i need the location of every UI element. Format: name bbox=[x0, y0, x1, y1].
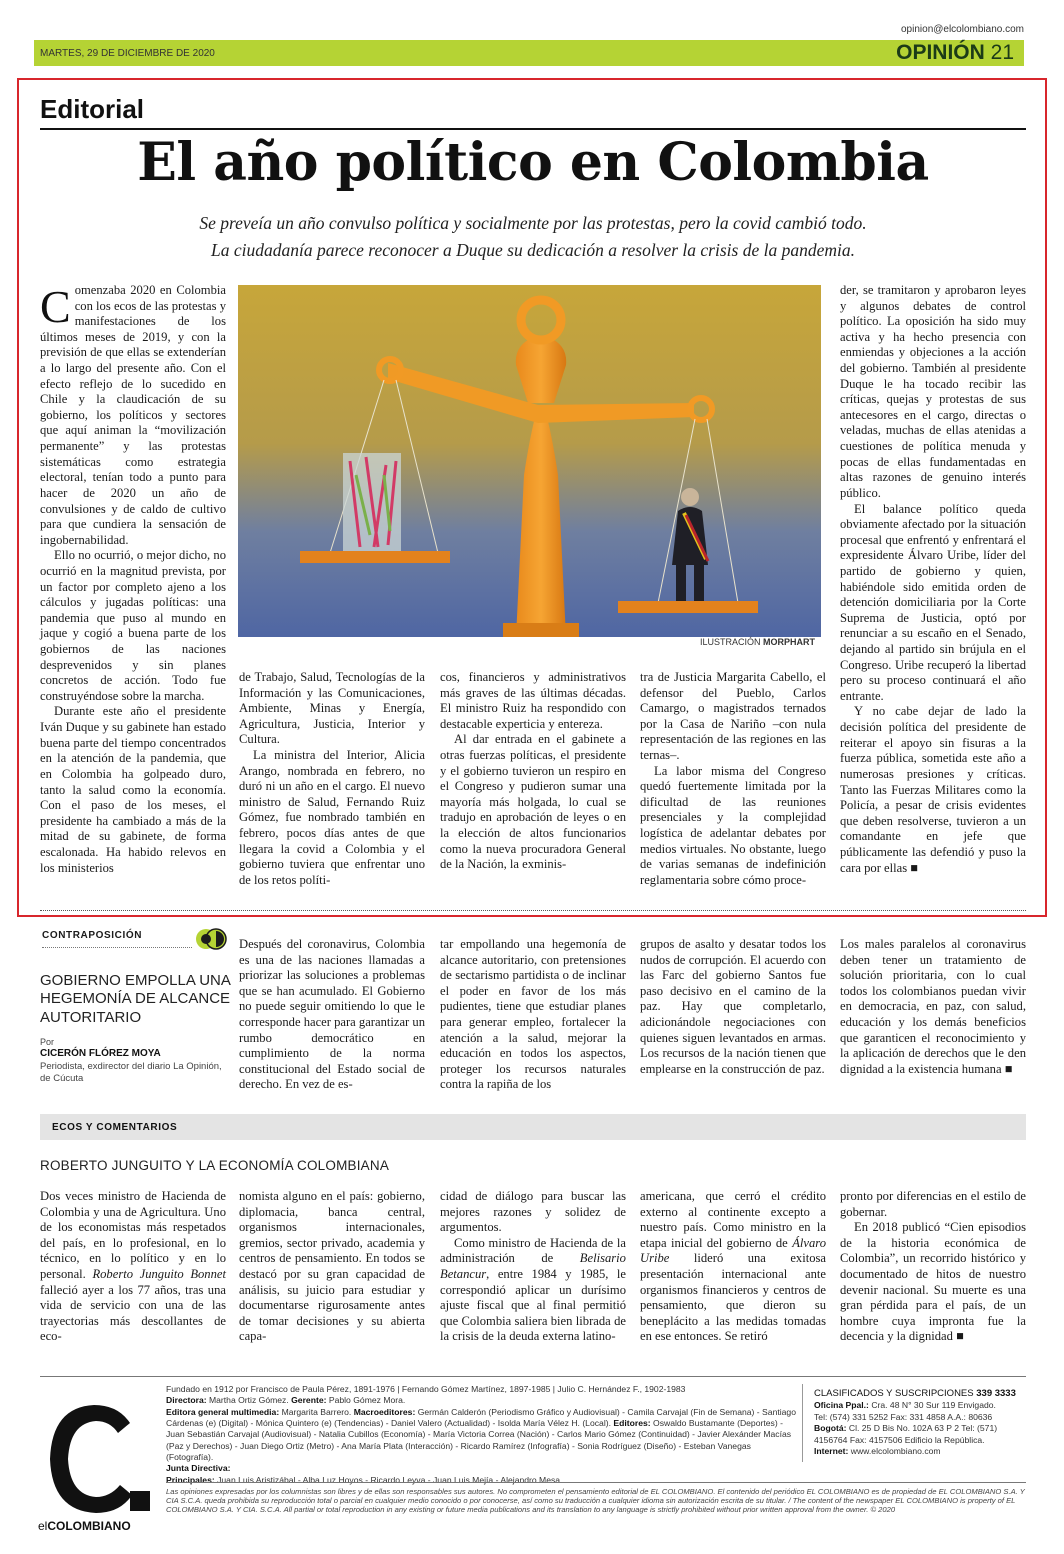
ecos-bar bbox=[40, 1114, 1026, 1140]
legal-disclaimer: Las opiniones expresadas por los columnistas son libres y de ellas son responsables sus autores. No comprometen el pensamiento editorial de EL COLOMBIANO. El contenido del periódico EL COLOMBIANO es de propiedad de EL COLOMBIANO S.A. Y CIA S.C.A. queda prohibida su reproducción total o parcial en cualquier medio conocido o por conocerse, así como su traducción a cualquier idioma sin autorización escrita de su titular. / The content of the newspaper EL COLOMBIANO is property of EL COLOMBIANO S.A. Y CIA. S.C.A. All partial or total reproduction in any existing or future media publications and its translation to any language is strictly prohibited without prior written approval from the owner. © 2020 bbox=[166, 1487, 1025, 1515]
section-bar bbox=[34, 40, 1024, 66]
board-line bbox=[166, 1463, 796, 1474]
contraposicion-column-2 bbox=[440, 937, 626, 1093]
paragraph: tra de Justicia Margarita Cabello, el defensor del Pueblo, Carlos Camargo, o magistrados ternados por la Casa de Nariño –con nula representación de las regiones en las ternas–. bbox=[640, 670, 826, 763]
paragraph: En 2018 publicó “Cien episodios de la historia económica de Colombia”, un recorrido histórico y documentado de hitos de nuestro devenir nacional. Su muerte es una gran pérdida para el país, de un hombre cuya impronta fue la decencia y la dignidad ■ bbox=[840, 1220, 1026, 1344]
text-run: americana, que cerró el crédito externo al continente excepto a nuestro país. Como ministro en la etapa inicial del gobierno de bbox=[640, 1189, 826, 1250]
classifieds-title-line bbox=[814, 1388, 1026, 1399]
paragraph: nomista alguno en el país: gobierno, diplomacia, banca central, organismos internacionales, gremios, sector privado, academia y centros de pensamiento. En todos se destacó por su gran capacidad de análisis, su juicio para estudiar y documentarse rigurosamente antes de tomar decisiones y su abierta capa- bbox=[239, 1189, 425, 1344]
masthead bbox=[166, 1384, 796, 1486]
ecos-column-5 bbox=[840, 1189, 1026, 1345]
value: Oswaldo Bustamante (Deportes) - Juan Sebastián Carvajal (Audiovisual) - Natalia Cubillos (Economía) - María Victoria Correa (Nación) - Carlos Mario Gómez (Continuidad) - Javier Alexánder Macías (Paz y Derechos) - Juan Diego Ortiz (Metro) - Ana María Plata (Interacción) - Ricardo Ramírez (Infografía) - Sonia Rodríguez (Diseño) - Esteban Vanegas (Fotografía). bbox=[166, 1418, 792, 1463]
logo-c-mark bbox=[38, 1395, 158, 1523]
paragraph: La ministra del Interior, Alicia Arango, nombrada en febrero, no duró ni un año en el cargo. El nuevo ministro de Salud, Fernando Ruiz Gómez, fue nombrado también en febrero, pocos días antes de que llegara la covid a Colombia y el gobierno tuviera que enfrentar uno de los retos políti- bbox=[239, 748, 425, 887]
value: Germán Calderón (Periodismo Gráfico y Audiovisual) - Camila Carvajal (Fin de Semana) - Santiago Cárdenas (e) (Digital) - Mónica Quintero (e) (Tendencias) - Daniel Valero (Actualidad) - Isolda María Vélez H. (Local). bbox=[166, 1406, 796, 1429]
direction-line bbox=[166, 1395, 796, 1406]
paragraph: cidad de diálogo para buscar las mejores razones y solidez de argumentos. bbox=[440, 1189, 626, 1235]
deck-line-1: Se preveía un año convulso política y socialmente por las protestas, pero la covid cambió todo. bbox=[199, 213, 867, 233]
editorial-column-1 bbox=[40, 283, 226, 876]
logo-word-b: COLOMBIANO bbox=[47, 1519, 131, 1533]
contrast-icon-svg bbox=[195, 928, 227, 950]
value: Pablo Gómez Mora. bbox=[328, 1395, 406, 1406]
drop-cap: C bbox=[40, 281, 71, 332]
editorial-column-4 bbox=[640, 670, 826, 889]
label: Gerente: bbox=[291, 1395, 327, 1406]
paragraph bbox=[40, 1189, 226, 1345]
person-name: Álvaro Uribe bbox=[640, 1235, 826, 1266]
paragraph: Y no cabe dejar de lado la decisión política del presidente de reiterar el apoyo sin fisuras a la fuerza pública, sometida este año a numerosas presiones y críticas. Tanto las Fuerzas Militares como la Policía, a pesar de crisis evidentes que deben resolverse, tuvieron a un comandante en jefe que públicamente las defendió y puso la cara por ellas ■ bbox=[840, 704, 1026, 875]
deck bbox=[40, 210, 1026, 264]
text-run: lideró una exitosa presentación internacional ante organismos financieros y centros de pensamiento, que dieron su beneplácito a las medidas tomadas en ese entonces. Se retiró bbox=[640, 1251, 827, 1344]
scale-illustration-svg bbox=[238, 285, 821, 637]
byline-prefix: Por bbox=[40, 1037, 55, 1047]
label: Bogotá: bbox=[814, 1423, 847, 1434]
contraposicion-title: GOBIERNO EMPOLLA UNA HEGEMONÍA DE ALCANCE AUTORITARIO bbox=[40, 972, 231, 1026]
founded-line: Fundado en 1912 por Francisco de Paula Pérez, 1891-1976 | Fernando Gómez Martínez, 1897-1985 | Julio C. Hernández F., 1902-1983 bbox=[166, 1384, 686, 1394]
label: Editora general multimedia: bbox=[166, 1406, 280, 1417]
ecos-title: ROBERTO JUNGUITO Y LA ECONOMÍA COLOMBIANA bbox=[40, 1158, 390, 1173]
person-name: Roberto Junguito Bonnet bbox=[92, 1267, 226, 1282]
paragraph: der, se tramitaron y aprobaron leyes y algunos debates de control político. La oposición ha sido muy activa y ha hecho presencia con enmiendas y objeciones a la acción del gobierno. También al presidente Duque le ha tocado recibir las críticas, quejas y protestas de sus antecesores en el cargo, directas o veladas, muchas de ellas atenidas a cuestiones de política menuda y pocas de ellas fundamentadas en altas razones de genuino interés público. bbox=[840, 283, 1026, 500]
paragraph bbox=[40, 283, 226, 548]
editorial-column-3 bbox=[440, 670, 626, 873]
contrast-icon bbox=[195, 928, 227, 950]
paragraph: de Trabajo, Salud, Tecnologías de la Información y las Comunicaciones, Ambiente, Minas y Energía, Agricultura, Justicia, Interior y Cultura. bbox=[239, 670, 425, 747]
paragraph-text: omenzaba 2020 en Colombia con los ecos de las protestas y manifestaciones de los últimos meses de 2019, y con la previsión de que ellas se extenderían a lo largo del presente año. Con el efecto reflejo de lo sucedido en Chile y la claudicación de su gobierno, los políticos y sectores que aquí animan la “movilización permanente” y las protestas sistemáticas como estrategia electoral, tenían todo a punto para hacer de 2020 un año de convulsiones y de caldo de cultivo para que cundiera la sensación de ingobernabilidad. bbox=[40, 283, 226, 547]
paragraph bbox=[440, 1236, 626, 1345]
contraposicion-tag: CONTRAPOSICIÓN bbox=[42, 930, 143, 941]
office-tel: Tel: (574) 331 5252 Fax: 331 4858 A.A.: 80636 bbox=[814, 1411, 993, 1422]
internet-line bbox=[814, 1446, 1026, 1458]
text-run: Dos veces ministro de Hacienda de Colombia y una de Agricultura. Uno de los economistas más respetados del país, en lo profesional, en lo técnico, en lo político y en lo personal. bbox=[40, 1189, 226, 1282]
ecos-column-3 bbox=[440, 1189, 626, 1345]
section-label: OPINIÓN bbox=[896, 41, 985, 64]
paragraph: Al dar entrada en el gabinete a otras fuerzas políticas, el presidente y el gobierno tuvieron un respiro en el Congreso y pudieron sumar una mayoría más holgada, lo cual se tradujo en aprobación de leyes o en la elección de altos funcionarios como la nueva procuradora General de la Nación, la exminis- bbox=[440, 732, 626, 872]
scale-illustration bbox=[238, 285, 821, 637]
label: Directora: bbox=[166, 1395, 207, 1406]
principals-line bbox=[166, 1475, 796, 1486]
label: Junta Directiva: bbox=[166, 1463, 231, 1474]
issue-date: MARTES, 29 DE DICIEMBRE DE 2020 bbox=[40, 48, 215, 59]
ecos-label: ECOS Y COMENTARIOS bbox=[52, 1122, 178, 1133]
editorial-rule bbox=[40, 128, 1026, 130]
value: Martha Ortiz Gómez. bbox=[208, 1395, 289, 1406]
paragraph: Después del coronavirus, Colombia es una de las naciones llamadas a priorizar las soluciones a problemas que se han acumulado. El Gobierno no puede seguir omitiendo lo que le corresponde hacer para garantizar un rumbo democrático en cumplimiento de la norma constitucional del Estado social de derecho. En vez de es- bbox=[239, 937, 425, 1092]
paragraph: La labor misma del Congreso quedó fuertemente limitada por la dificultad de las reuniones presenciales y la complejidad logística de adelantar debates por medios virtuales. No obstante, luego de varias semanas de indefinición reglamentaria sobre cómo proce- bbox=[640, 763, 826, 887]
footer-disclaimer-rule bbox=[166, 1482, 1026, 1483]
editorial-column-5 bbox=[840, 283, 1026, 876]
page-number: 21 bbox=[990, 41, 1014, 64]
value: Cra. 48 N° 30 Sur 119 Envigado. bbox=[871, 1400, 996, 1410]
bogota-line bbox=[814, 1423, 1026, 1446]
label: Principales: bbox=[166, 1474, 215, 1485]
paragraph: Durante este año el presidente Iván Duque y su gabinete han estado buena parte del tiempo concentrados en la atención de la pandemia, que en Colombia ha golpeado duro, tanto la salud como la economía. Con el paso de los meses, el presidente ha cambiado a más de la mitad de su gabinete, de forma escalonada. Ha habido relevos en los ministerios bbox=[40, 704, 226, 875]
author-name: CICERÓN FLÓREZ MOYA bbox=[40, 1048, 161, 1059]
label: Macroeditores: bbox=[353, 1406, 416, 1417]
classifieds-phone: 339 3333 bbox=[976, 1388, 1016, 1399]
credit-name: MORPHART bbox=[763, 637, 816, 647]
logo-word-a: el bbox=[38, 1519, 48, 1533]
paragraph: pronto por diferencias en el estilo de gobernar. bbox=[840, 1189, 1026, 1219]
contraposicion-column-4 bbox=[840, 937, 1026, 1077]
elcolombiano-logo bbox=[38, 1395, 158, 1523]
footer-top-rule bbox=[40, 1376, 1026, 1377]
value: Cl. 25 D Bis No. 102A 63 P 2 Tel: (571) 4156764 Fax: 4157506 Edificio la República. bbox=[814, 1423, 998, 1445]
value: Margarita Barrero. bbox=[281, 1406, 352, 1417]
ecos-column-4 bbox=[640, 1189, 826, 1345]
paragraph: Ello no ocurrió, o mejor dicho, no ocurrió en la magnitud prevista, por un factor por completo ajeno a los cálculos y jugadas políticas: una pandemia que puso al mundo en jaque y cogió a buena parte de los gobiernos de las naciones desprevenidos y sin planes concretos de acción. Todo fue construyéndose sobre la marcha. bbox=[40, 548, 226, 703]
value: www.elcolombiano.com bbox=[850, 1446, 941, 1457]
label: Editores: bbox=[613, 1418, 651, 1429]
headline: El año político en Colombia bbox=[137, 132, 929, 193]
section-name bbox=[896, 41, 1014, 65]
paragraph: Los males paralelos al coronavirus deben tener un tratamiento de solución prioritaria, con lo cual todos los colombianos puedan vivir en democracia, en paz, con salud, educación y los demás beneficios que garanticen el reconocimiento y la aplicación de derechos que le den dignidad a la existencia humana ■ bbox=[840, 937, 1026, 1076]
header-email: opinion@elcolombiano.com bbox=[901, 24, 1024, 35]
editorial-bottom-rule bbox=[40, 910, 1026, 911]
paragraph: El balance político queda obviamente afectado por la situación procesal que enfrentó y enfrentará el expresidente Álvaro Uribe, líder del partido de gobierno y quien, habiéndole sido emitida orden de detención domiciliaria por la Corte Suprema de Justicia, optó por renunciar a su escaño en el Senado, dejando al partido sin brújula en el Congreso. Uribe recuperó la libertad pero su proceso continuará el año entrante. bbox=[840, 501, 1026, 703]
editors-line bbox=[166, 1407, 796, 1464]
ecos-column-2 bbox=[239, 1189, 425, 1345]
footer-divider bbox=[802, 1384, 803, 1462]
office-line bbox=[814, 1400, 1026, 1412]
paragraph: grupos de asalto y desatar todos los nudos de corrupción. El acuerdo con las Farc del gobierno Santos fue paso decisivo en el camino de la paz. Hay que completarlo, adicionándole negociaciones con quienes siguen levantados en armas. Los recursos de la nación tienen que emplearse en la construcción de paz. bbox=[640, 937, 826, 1076]
label: Internet: bbox=[814, 1446, 849, 1457]
deck-line-2: La ciudadanía parece reconocer a Duque su dedicación a resolver la crisis de la pandemia. bbox=[211, 240, 855, 261]
classifieds-title: CLASIFICADOS Y SUSCRIPCIONES bbox=[814, 1388, 974, 1399]
text-run: falleció ayer a los 77 años, tras una vida de servicio con una de las trayectorias más descollantes de eco- bbox=[40, 1282, 226, 1344]
editorial-label: Editorial bbox=[40, 94, 145, 124]
text-run: , entre 1984 y 1985, le correspondió aplicar un durísimo ajuste fiscal que al final permitió que Colombia saliera bien librada de la crisis de la deuda externa latino- bbox=[440, 1267, 626, 1344]
author-role: Periodista, exdirector del diario La Opinión, de Cúcuta bbox=[40, 1061, 222, 1084]
contraposicion-rule bbox=[42, 947, 192, 948]
paragraph: tar empollando una hegemonía de alcance autoritario, con pretensiones de sectarismo partidista o de inclinar el poder en favor de los más pudientes, tiene que estudiar planes para generar empleo, fortalecer la atención a la salud, mejorar la educación en todos los aspectos, proteger los recursos naturales contra la rapiña de los bbox=[440, 937, 626, 1092]
classifieds-box bbox=[814, 1388, 1026, 1458]
credit-prefix: ILUSTRACIÓN bbox=[700, 637, 761, 647]
logo-wordmark bbox=[38, 1519, 131, 1533]
illustration-credit bbox=[700, 637, 815, 647]
paragraph bbox=[640, 1189, 826, 1345]
contraposicion-column-3 bbox=[640, 937, 826, 1077]
ecos-column-1 bbox=[40, 1189, 226, 1345]
value: Juan Luis Aristizábal - Alba Luz Hoyos - Ricardo Leyva - Juan Luis Mejía - Alejandro Mesa. bbox=[217, 1474, 563, 1485]
editorial-column-2 bbox=[239, 670, 425, 889]
label: Oficina Ppal.: bbox=[814, 1400, 869, 1410]
contraposicion-column-1 bbox=[239, 937, 425, 1093]
paragraph: cos, financieros y administrativos más graves de las últimas décadas. El ministro Ruiz ha respondido con destacable experticia y entereza. bbox=[440, 670, 626, 731]
person-name: Belisario Betancur bbox=[440, 1251, 626, 1282]
text-run: Como ministro de Hacienda de la administración de bbox=[440, 1235, 626, 1266]
